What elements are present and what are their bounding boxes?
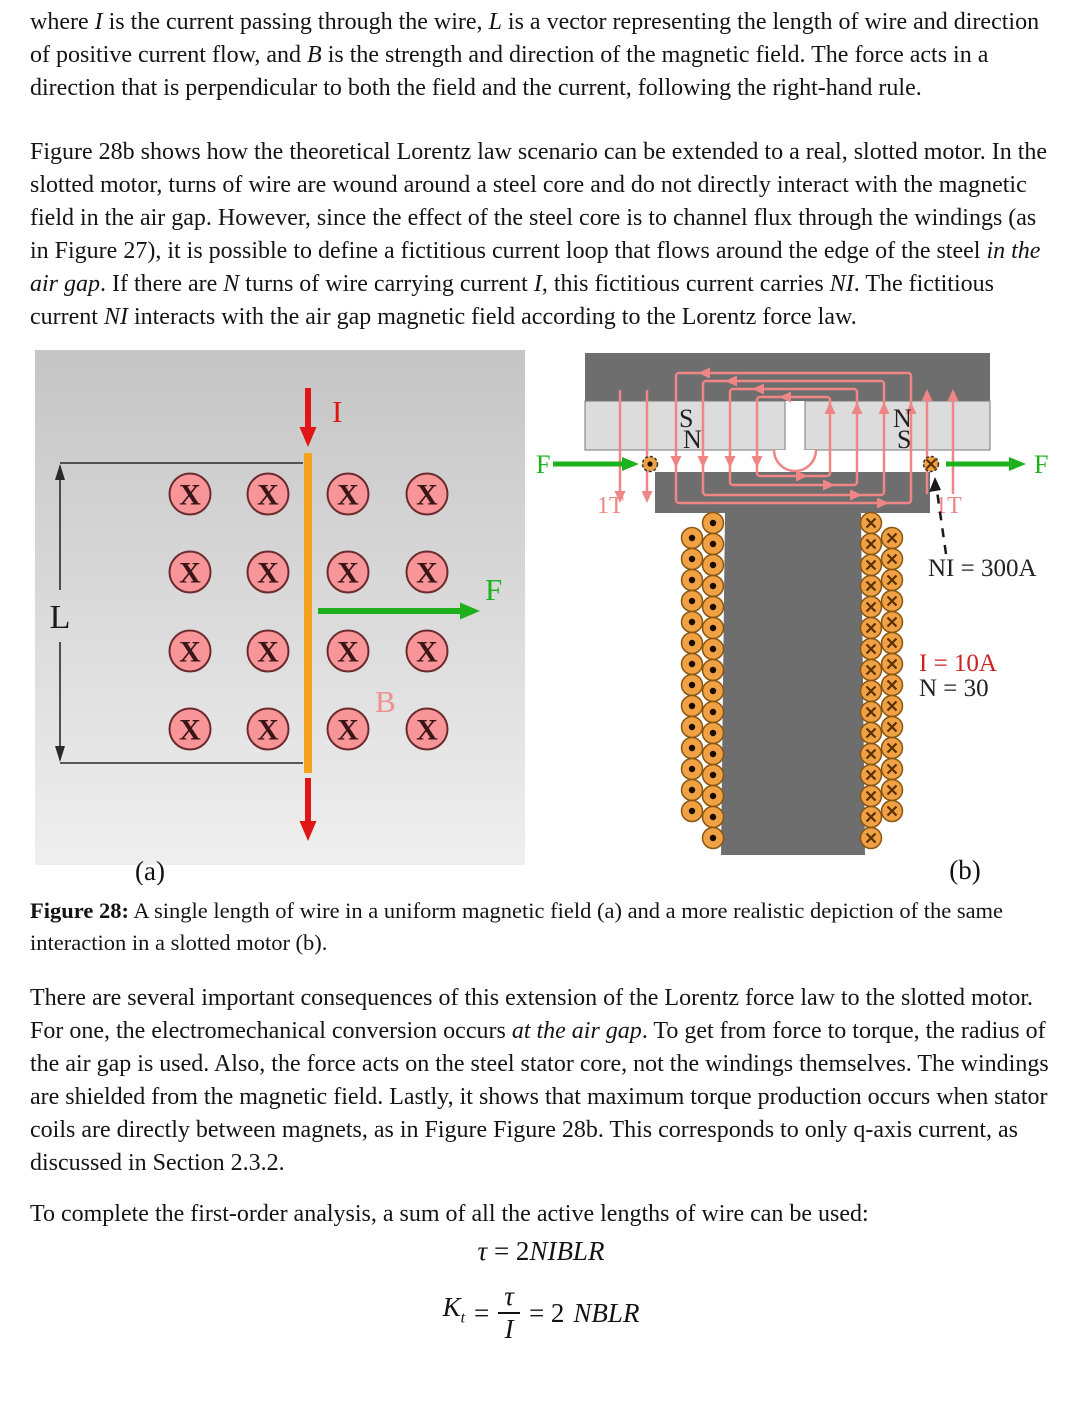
figure-caption <box>30 895 1044 959</box>
coil-dot-icon <box>710 793 716 799</box>
stator-plate <box>655 472 930 513</box>
kt-fraction <box>498 1281 520 1344</box>
text-run: L <box>488 9 502 35</box>
coil-dot-icon <box>689 766 695 772</box>
flux-left-label: 1T <box>597 493 624 519</box>
force-left-label: F <box>536 450 551 479</box>
text-run: To complete the first-order analysis, a sum of all the active lengths of wire can be used: <box>30 1200 869 1227</box>
field-loop-arrow-down-icon <box>752 456 763 468</box>
force-right-label: F <box>1034 450 1049 479</box>
field-into-page-x-icon: X <box>179 556 201 590</box>
text-run: turns of wire carrying current <box>239 271 534 297</box>
coil-dot-icon <box>710 814 716 820</box>
coil-dot-icon <box>689 703 695 709</box>
field-into-page-x-icon: X <box>179 713 201 747</box>
intro-paragraph <box>30 6 1052 105</box>
text-run: , this fictitious current carries <box>541 271 830 297</box>
coil-dot-icon <box>710 541 716 547</box>
coil-dot-icon <box>710 625 716 631</box>
force-label: F <box>485 572 503 607</box>
flux-right-label: 1T <box>935 493 962 519</box>
conductor-out-dot-icon <box>647 461 652 466</box>
field-into-page-x-icon: X <box>416 713 438 747</box>
coil-dot-icon <box>689 535 695 541</box>
kt-equals-2: = 2 <box>528 1297 565 1328</box>
analysis-paragraph <box>30 1198 1052 1231</box>
field-into-page-x-icon: X <box>179 635 201 669</box>
coil-dot-icon <box>710 562 716 568</box>
current-value-label: I = 10A <box>919 650 997 677</box>
coil-dot-icon <box>689 745 695 751</box>
text-run: at the air gap <box>511 1017 642 1044</box>
torque-equation <box>30 1233 1052 1269</box>
text-run: interacts with the air gap magnetic field according to the Lorentz force law. <box>127 304 857 330</box>
field-loop-arrow-down-icon <box>725 456 736 468</box>
text-run: = 2 <box>487 1235 530 1266</box>
kt-symbol: $K_t$ <box>442 1291 466 1327</box>
slot-field-line <box>774 450 816 471</box>
panel-a-label: (a) <box>135 856 165 885</box>
text-run: is the strength and direction of the magnetic field. The force acts in a direction that is perpendicular to both the field and the current, following the right-hand rule. <box>30 42 989 101</box>
panel-a-svg <box>35 350 525 885</box>
field-into-page-x-icon: X <box>257 713 279 747</box>
coil-dot-icon <box>689 661 695 667</box>
text-run: τ <box>477 1235 488 1266</box>
coil-dot-icon <box>689 556 695 562</box>
kt-equals: = <box>474 1297 490 1328</box>
field-loop-arrow-down-icon <box>698 456 709 468</box>
coil-dot-icon <box>689 577 695 583</box>
coil-dot-icon <box>710 520 716 526</box>
kt-rhs: NBLR <box>573 1297 640 1328</box>
text-run: B <box>307 42 322 68</box>
panel-a-background <box>35 350 525 865</box>
field-into-page-x-icon: X <box>337 635 359 669</box>
magnet-left-bottom-label: N <box>683 425 702 454</box>
coil-dot-icon <box>710 583 716 589</box>
magnet-left-top-label: S <box>679 404 694 433</box>
coil-dot-icon <box>689 640 695 646</box>
text-run: NIBLR <box>529 1235 605 1266</box>
force-arrow-left-head-icon <box>622 457 639 471</box>
coil-dot-icon <box>710 646 716 652</box>
turns-value-label: N = 30 <box>919 675 989 702</box>
kt-fraction-numerator: τ <box>498 1281 520 1314</box>
coil-dot-icon <box>689 682 695 688</box>
coil-dot-icon <box>689 808 695 814</box>
field-into-page-x-icon: X <box>337 713 359 747</box>
figure-28 <box>30 350 1052 895</box>
stator-stem <box>721 513 865 855</box>
field-into-page-x-icon: X <box>416 556 438 590</box>
force-arrow-right-head-icon <box>1009 457 1026 471</box>
field-label: B <box>375 684 396 719</box>
coil-dot-icon <box>689 724 695 730</box>
magnet-right-top-label: N <box>893 404 912 433</box>
text-run: NI <box>829 271 854 297</box>
magnet-right-bottom-label: S <box>897 425 912 454</box>
coil-dot-icon <box>689 787 695 793</box>
field-into-page-x-icon: X <box>337 478 359 512</box>
text-run: . If there are <box>100 271 224 297</box>
current-label: I <box>332 394 343 429</box>
text-run: A single length of wire in a uniform magnetic field (a) and a more realistic depiction of the same interaction in a slotted motor (b). <box>30 898 1004 955</box>
panel-b-label: (b) <box>949 855 981 885</box>
field-into-page-x-icon: X <box>416 478 438 512</box>
field-into-page-x-icon: X <box>337 556 359 590</box>
kt-fraction-denominator: I <box>504 1314 514 1344</box>
wire <box>304 453 312 773</box>
coil-dot-icon <box>689 598 695 604</box>
coil-dot-icon <box>710 730 716 736</box>
text-run: . To get from force to torque, the radius of the air gap is used. Also, the force acts on the steel stator core, not the windings themselves. The windings are shielded from the magnetic field. Lastly, it shows that maximum torque production occurs when stator coils are directly between magnets, as in Figure Figure 28b. This corresponds to only q-axis current, as discussed in Section 2.3.2. <box>30 1017 1049 1176</box>
text-run: There are several important consequences of this extension of the Lorentz force law to the slotted motor. For one, the electromechanical conversion occurs <box>30 984 1033 1044</box>
text-run: NI <box>103 304 128 330</box>
field-into-page-x-icon: X <box>257 635 279 669</box>
coil-dot-icon <box>710 772 716 778</box>
coil-dot-icon <box>710 835 716 841</box>
text-run: where <box>30 9 95 35</box>
flux-arrow-down-icon <box>642 491 653 503</box>
text-run: I <box>94 9 103 35</box>
text-run: Figure 28b shows how the theoretical Lorentz law scenario can be extended to a real, slotted motor. In the slotted motor, turns of wire are wound around a steel core and do not directly interact with the magnetic field in the air gap. However, since the effect of the steel core is to channel flux through the windings (as in Figure 27), it is possible to define a fictitious current loop that flows around the edge of the steel <box>30 139 1048 264</box>
text-run: . The fictitious current <box>30 271 994 330</box>
text-run: I <box>533 271 542 297</box>
kt-equation <box>30 1273 1052 1353</box>
field-loop-arrow-down-icon <box>671 456 682 468</box>
field-into-page-x-icon: X <box>257 556 279 590</box>
coil-dot-icon <box>710 751 716 757</box>
ampere-turns-label: NI = 300A <box>928 555 1037 582</box>
field-into-page-x-icon: X <box>416 635 438 669</box>
coil-dot-icon <box>710 667 716 673</box>
text-run: is a vector representing the length of wire and direction of positive current flow, and <box>30 9 1040 68</box>
coil-dot-icon <box>710 688 716 694</box>
field-into-page-x-icon: X <box>179 478 201 512</box>
text-run: N <box>223 271 240 297</box>
coil-dot-icon <box>710 604 716 610</box>
ampere-turns-pointer-head-icon <box>929 477 941 492</box>
coil-dot-icon <box>710 709 716 715</box>
slotted-motor-paragraph <box>30 136 1052 334</box>
text-run: Figure 28: <box>30 898 129 923</box>
coil-dot-icon <box>689 619 695 625</box>
panel-b-svg <box>535 350 1055 885</box>
text-run: in the air gap <box>30 238 1041 297</box>
text-run: is the current passing through the wire, <box>102 9 489 35</box>
consequences-paragraph <box>30 982 1052 1180</box>
length-label: L <box>49 599 71 636</box>
field-into-page-x-icon: X <box>257 478 279 512</box>
